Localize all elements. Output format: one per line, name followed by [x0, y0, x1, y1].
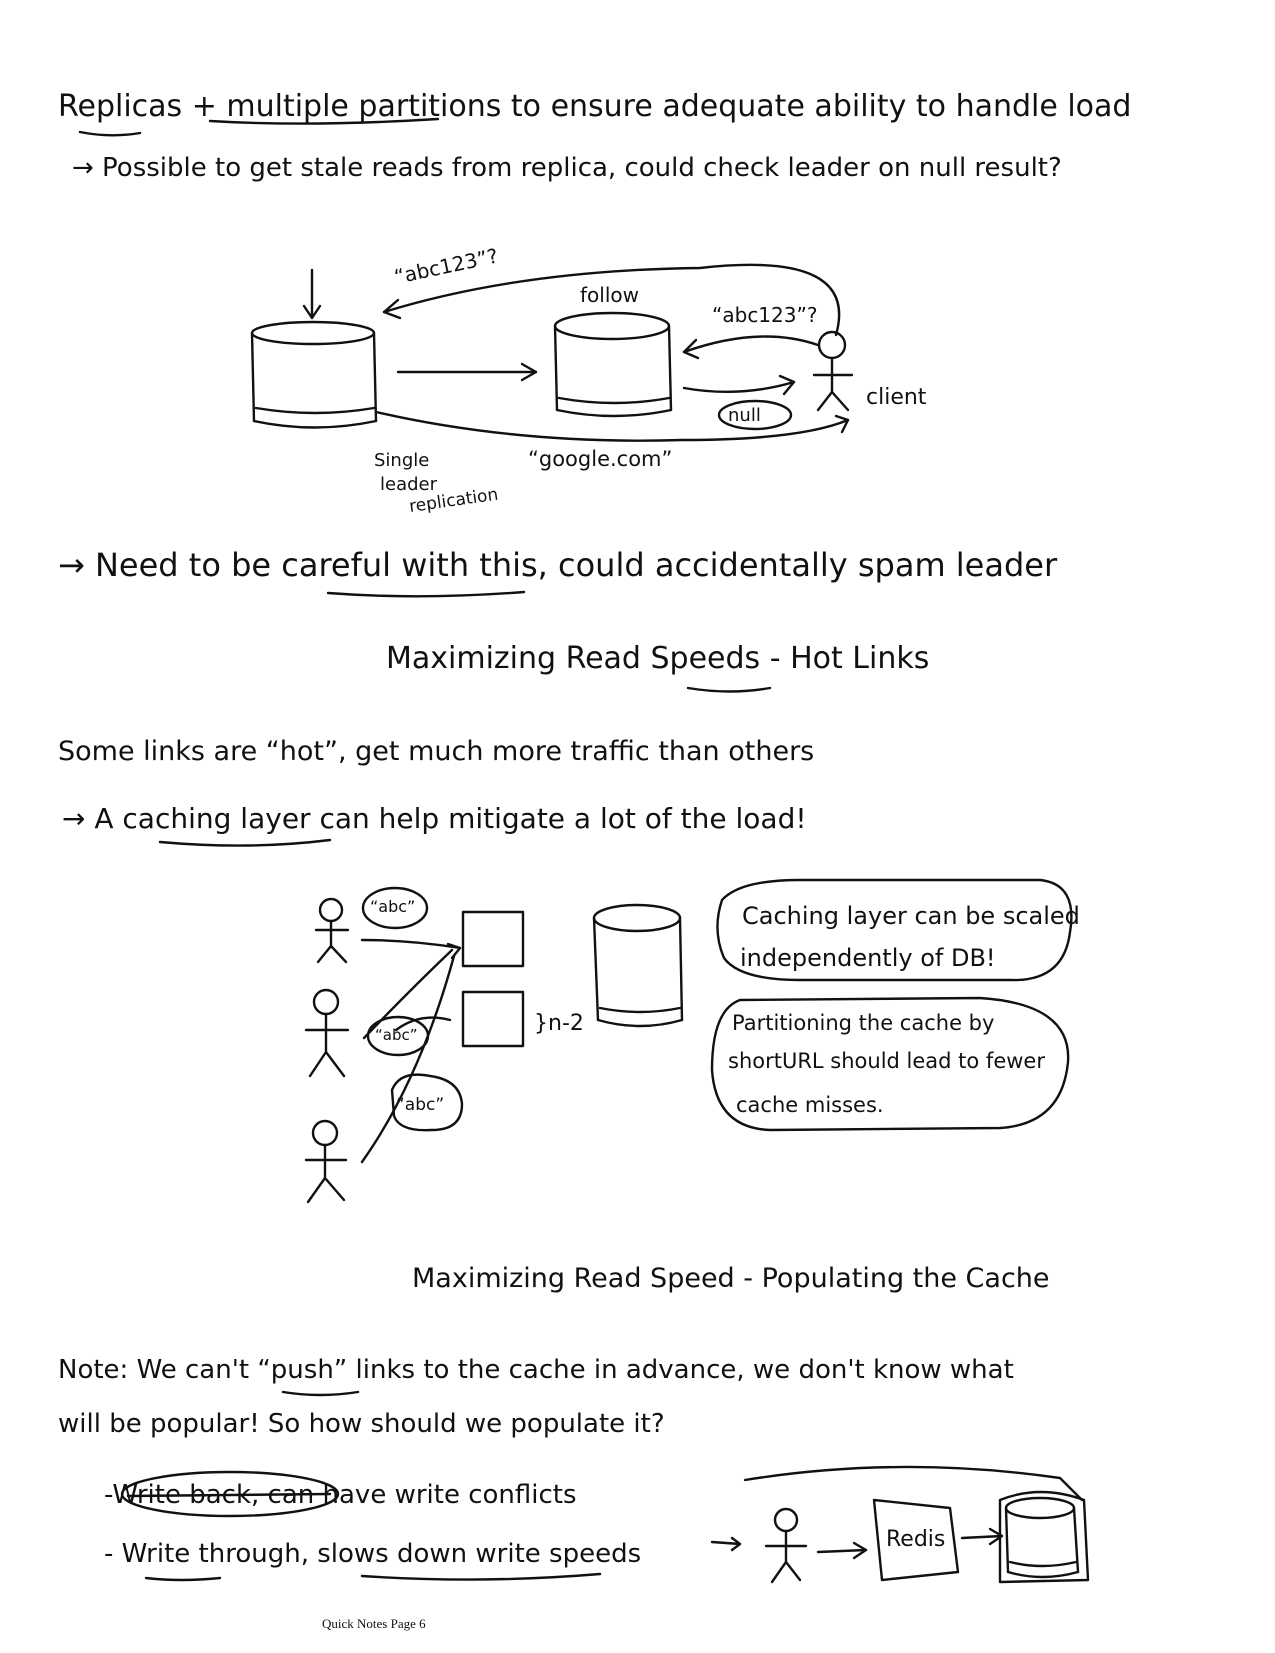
follower-label: follow: [580, 283, 639, 307]
underline-caching-layer: [160, 840, 330, 846]
redis-to-db-arrow: [962, 1536, 1002, 1538]
user-to-redis-arrow: [818, 1550, 866, 1552]
user-2-stick-figure-icon: [306, 990, 348, 1076]
note-line-caching-layer: → A caching layer can help mitigate a lot of the load!: [62, 802, 807, 835]
replication-label-2: leader: [380, 474, 438, 495]
request-label-2: “abc”: [375, 1026, 418, 1044]
cache-node-1-icon: [463, 912, 523, 966]
user-3-stick-figure-icon: [306, 1121, 346, 1202]
replication-label-3: replication: [407, 484, 500, 517]
underline-write: [146, 1578, 220, 1580]
follower-db-icon: [555, 313, 671, 416]
underline-push: [283, 1392, 358, 1395]
request-arrow-2: [364, 950, 452, 1038]
note-line-careful: → Need to be careful with this, could accidentally spam leader: [58, 546, 1058, 584]
user-1-stick-figure-icon: [316, 899, 348, 962]
bubble-partitioning-line-3: cache misses.: [736, 1093, 884, 1117]
cache-node-2-icon: [463, 992, 523, 1046]
note-push-line-1: Note: We can't “push” links to the cache in advance, we don't know what: [58, 1355, 1014, 1385]
underline-replicas: [80, 132, 140, 135]
underline-slows-down: [362, 1574, 600, 1580]
note-push-line-2: will be popular! So how should we populate it?: [58, 1409, 665, 1439]
bubble-partitioning-line-1: Partitioning the cache by: [732, 1011, 995, 1035]
bullet-write-back: -Write back, can have write conflicts: [104, 1480, 577, 1510]
request-label-3: “abc”: [396, 1095, 445, 1115]
db-icon: [1000, 1492, 1088, 1582]
client-stick-figure-icon: [814, 332, 852, 410]
query-leader-label: “abc123”?: [392, 243, 501, 289]
diagram-write-through: [712, 1467, 1088, 1582]
write-through-arc: [745, 1467, 1082, 1500]
request-label-1: “abc”: [370, 897, 416, 916]
bubble-scaled-line-2: independently of DB!: [740, 944, 996, 972]
bubble-scaled-line-1: Caching layer can be scaled: [742, 902, 1080, 930]
database-icon: [594, 905, 682, 1026]
leader-db-icon: [252, 322, 376, 428]
diagram-caching-layer: [306, 880, 1080, 1202]
heading-populating-cache: Maximizing Read Speed - Populating the Cache: [412, 1263, 1050, 1294]
note-line-replicas: Replicas + multiple partitions to ensure adequate ability to handle load: [58, 89, 1132, 124]
underline-hot-links: [688, 688, 770, 692]
result-label: “google.com”: [528, 447, 673, 471]
query-follower-label: “abc123”?: [712, 303, 818, 327]
redis-label: Redis: [886, 1527, 946, 1552]
diagram-replication: [252, 243, 927, 516]
user-stick-figure-icon: [766, 1509, 806, 1582]
request-arrow-3: [362, 956, 454, 1162]
note-line-stale-reads: → Possible to get stale reads from replica, could check leader on null result?: [72, 153, 1062, 183]
request-arrow-1: [362, 940, 460, 948]
client-label: client: [866, 385, 927, 410]
null-response-arrow: [684, 382, 794, 392]
bubble-partitioning-line-2: shortURL should lead to fewer: [728, 1049, 1045, 1073]
underline-careful-with: [328, 592, 524, 596]
heading-hot-links: Maximizing Read Speeds - Hot Links: [386, 641, 930, 676]
n-2-label: }n-2: [534, 1011, 584, 1036]
bullet-write-through: - Write through, slows down write speeds: [104, 1539, 642, 1569]
replication-label-1: Single: [374, 450, 430, 471]
null-label: null: [728, 405, 761, 426]
page-footer: Quick Notes Page 6: [322, 1616, 426, 1631]
query-follower-arrow: [684, 336, 818, 352]
note-line-hot: Some links are “hot”, get much more traffic than others: [58, 736, 815, 767]
